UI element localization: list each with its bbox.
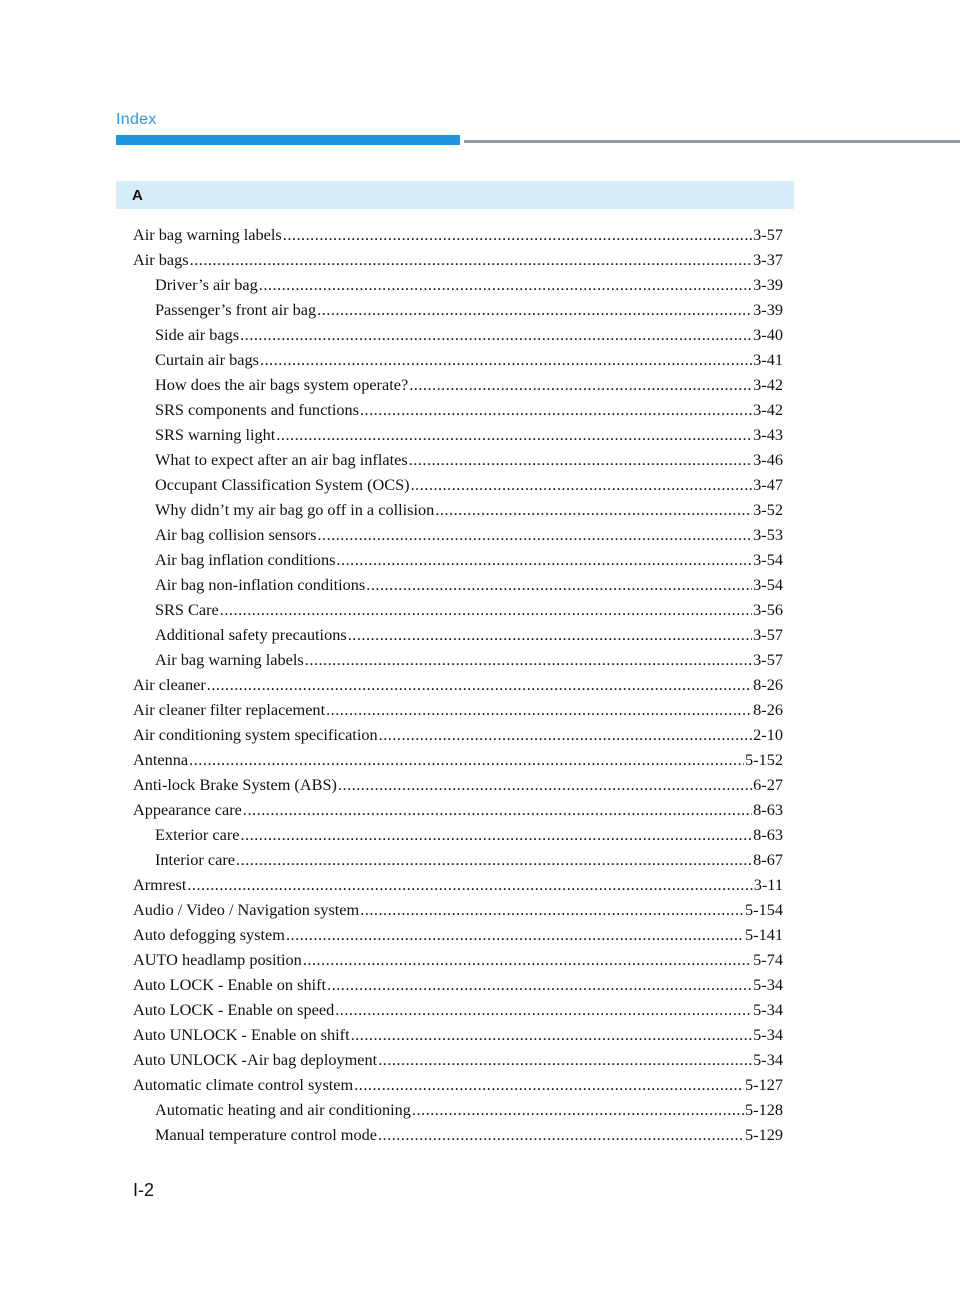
- entry-label: Appearance care: [133, 800, 242, 819]
- index-entry: [133, 1047, 783, 1072]
- entry-label: Air bag warning labels: [133, 225, 282, 244]
- entry-page: 3-11: [753, 875, 783, 894]
- index-subentry: [133, 347, 783, 372]
- entry-page: 3-57: [753, 650, 783, 669]
- entry-page: 3-54: [753, 550, 783, 569]
- dot-leader: [378, 1047, 752, 1072]
- dot-leader: [189, 747, 744, 772]
- dot-leader: [317, 522, 752, 547]
- entry-label: SRS Care: [155, 600, 219, 619]
- entry-label: Air conditioning system specification: [133, 725, 378, 744]
- dot-leader: [303, 947, 752, 972]
- entry-page: 5-154: [745, 900, 783, 919]
- index-subentry: [133, 297, 783, 322]
- dot-leader: [412, 1097, 744, 1122]
- section-letter: A: [132, 187, 143, 204]
- entry-page: 6-27: [753, 775, 783, 794]
- entry-label: Anti-lock Brake System (ABS): [133, 775, 337, 794]
- index-subentry: [133, 622, 783, 647]
- entry-page: 3-43: [753, 425, 783, 444]
- entry-label: Air cleaner: [133, 675, 206, 694]
- index-subentry: [133, 372, 783, 397]
- index-subentry: [133, 422, 783, 447]
- entry-page: 3-37: [753, 250, 783, 269]
- entry-label: Curtain air bags: [155, 350, 259, 369]
- index-subentry: [133, 447, 783, 472]
- dot-leader: [435, 497, 752, 522]
- entry-page: 3-42: [753, 375, 783, 394]
- header-rule-accent: [116, 135, 460, 145]
- index-entry: [133, 722, 783, 747]
- dot-leader: [220, 597, 752, 622]
- entry-label: Automatic climate control system: [133, 1075, 354, 1094]
- index-entry: [133, 247, 783, 272]
- dot-leader: [335, 997, 752, 1022]
- dot-leader: [243, 797, 752, 822]
- entry-label: Armrest: [133, 875, 187, 894]
- dot-leader: [259, 272, 752, 297]
- entry-label: SRS warning light: [155, 425, 276, 444]
- index-subentry: [133, 1122, 783, 1147]
- entry-page: 3-42: [753, 400, 783, 419]
- entry-page: 8-67: [753, 850, 783, 869]
- dot-leader: [327, 972, 752, 997]
- index-subentry: [133, 597, 783, 622]
- entry-label: Antenna: [133, 750, 189, 769]
- entry-label: Occupant Classification System (OCS): [155, 475, 410, 494]
- index-entry: [133, 697, 783, 722]
- entry-label: Air bag non-inflation conditions: [155, 575, 366, 594]
- entry-page: 5-34: [753, 1050, 783, 1069]
- entry-page: 8-26: [753, 700, 783, 719]
- index-subentry: [133, 522, 783, 547]
- dot-leader: [411, 472, 753, 497]
- entry-page: 3-57: [753, 625, 783, 644]
- index-entry: [133, 1022, 783, 1047]
- entry-page: 3-57: [753, 225, 783, 244]
- index-subentry: [133, 322, 783, 347]
- entry-page: 3-56: [753, 600, 783, 619]
- entry-page: 5-152: [745, 750, 783, 769]
- index-subentry: [133, 472, 783, 497]
- entry-page: 5-34: [753, 1025, 783, 1044]
- dot-leader: [190, 247, 753, 272]
- index-entry: [133, 222, 783, 247]
- index-subentry: [133, 647, 783, 672]
- index-entry: [133, 672, 783, 697]
- entry-page: 3-41: [753, 350, 783, 369]
- index-subentry: [133, 497, 783, 522]
- index-entries: [133, 222, 783, 1147]
- section-header: [116, 181, 794, 209]
- entry-label: Auto UNLOCK - Enable on shift: [133, 1025, 350, 1044]
- dot-leader: [379, 722, 753, 747]
- entry-page: 5-141: [745, 925, 783, 944]
- dot-leader: [276, 422, 752, 447]
- entry-page: 3-40: [753, 325, 783, 344]
- dot-leader: [336, 547, 752, 572]
- index-subentry: [133, 572, 783, 597]
- entry-label: Additional safety precautions: [155, 625, 347, 644]
- index-subentry: [133, 847, 783, 872]
- entry-label: AUTO headlamp position: [133, 950, 302, 969]
- index-subentry: [133, 397, 783, 422]
- entry-label: Driver’s air bag: [155, 275, 258, 294]
- entry-page: 2-10: [753, 725, 783, 744]
- dot-leader: [236, 847, 752, 872]
- dot-leader: [317, 297, 752, 322]
- entry-page: 3-54: [753, 575, 783, 594]
- dot-leader: [360, 397, 752, 422]
- entry-label: Air bag inflation conditions: [155, 550, 336, 569]
- index-entry: [133, 922, 783, 947]
- dot-leader: [305, 647, 752, 672]
- dot-leader: [240, 322, 752, 347]
- entry-page: 3-39: [753, 275, 783, 294]
- entry-page: 5-127: [745, 1075, 783, 1094]
- entry-page: 3-53: [753, 525, 783, 544]
- entry-label: SRS components and functions: [155, 400, 359, 419]
- entry-page: 5-34: [753, 1000, 783, 1019]
- dot-leader: [326, 697, 752, 722]
- entry-page: 8-26: [753, 675, 783, 694]
- index-entry: [133, 897, 783, 922]
- entry-label: Audio / Video / Navigation system: [133, 900, 360, 919]
- entry-page: 5-128: [745, 1100, 783, 1119]
- index-entry: [133, 972, 783, 997]
- dot-leader: [260, 347, 752, 372]
- entry-label: Passenger’s front air bag: [155, 300, 317, 319]
- entry-label: Auto LOCK - Enable on speed: [133, 1000, 335, 1019]
- index-entry: [133, 747, 783, 772]
- header-title: Index: [116, 111, 157, 128]
- dot-leader: [286, 922, 744, 947]
- page-number: I-2: [133, 1180, 155, 1200]
- index-entry: [133, 1072, 783, 1097]
- dot-leader: [354, 1072, 744, 1097]
- entry-label: Auto UNLOCK -Air bag deployment: [133, 1050, 378, 1069]
- index-entry: [133, 772, 783, 797]
- entry-label: Exterior care: [155, 825, 240, 844]
- entry-label: Auto LOCK - Enable on shift: [133, 975, 327, 994]
- index-subentry: [133, 822, 783, 847]
- index-subentry: [133, 1097, 783, 1122]
- entry-label: Interior care: [155, 850, 235, 869]
- index-entry: [133, 872, 783, 897]
- dot-leader: [366, 572, 752, 597]
- entry-label: What to expect after an air bag inflates: [155, 450, 408, 469]
- index-subentry: [133, 272, 783, 297]
- entry-page: 3-39: [753, 300, 783, 319]
- entry-label: Automatic heating and air conditioning: [155, 1100, 411, 1119]
- entry-page: 8-63: [753, 825, 783, 844]
- index-subentry: [133, 547, 783, 572]
- entry-page: 3-46: [753, 450, 783, 469]
- entry-page: 8-63: [753, 800, 783, 819]
- dot-leader: [409, 447, 752, 472]
- dot-leader: [283, 222, 752, 247]
- entry-page: 5-74: [753, 950, 783, 969]
- dot-leader: [338, 772, 752, 797]
- dot-leader: [360, 897, 744, 922]
- entry-label: How does the air bags system operate?: [155, 375, 409, 394]
- entry-label: Air bag warning labels: [155, 650, 304, 669]
- entry-page: 5-34: [753, 975, 783, 994]
- entry-label: Auto defogging system: [133, 925, 285, 944]
- entry-label: Air bag collision sensors: [155, 525, 317, 544]
- dot-leader: [207, 672, 752, 697]
- index-entry: [133, 997, 783, 1022]
- dot-leader: [351, 1022, 753, 1047]
- index-entry: [133, 797, 783, 822]
- entry-page: 5-129: [745, 1125, 783, 1144]
- dot-leader: [241, 822, 753, 847]
- dot-leader: [348, 622, 752, 647]
- entry-label: Manual temperature control mode: [155, 1125, 377, 1144]
- entry-label: Side air bags: [155, 325, 240, 344]
- dot-leader: [409, 372, 752, 397]
- dot-leader: [187, 872, 752, 897]
- dot-leader: [378, 1122, 744, 1147]
- entry-page: 3-47: [753, 475, 783, 494]
- entry-label: Why didn’t my air bag go off in a collision: [155, 500, 435, 519]
- entry-label: Air cleaner filter replacement: [133, 700, 326, 719]
- header-rule: [464, 140, 960, 143]
- entry-page: 3-52: [753, 500, 783, 519]
- entry-label: Air bags: [133, 250, 189, 269]
- index-entry: [133, 947, 783, 972]
